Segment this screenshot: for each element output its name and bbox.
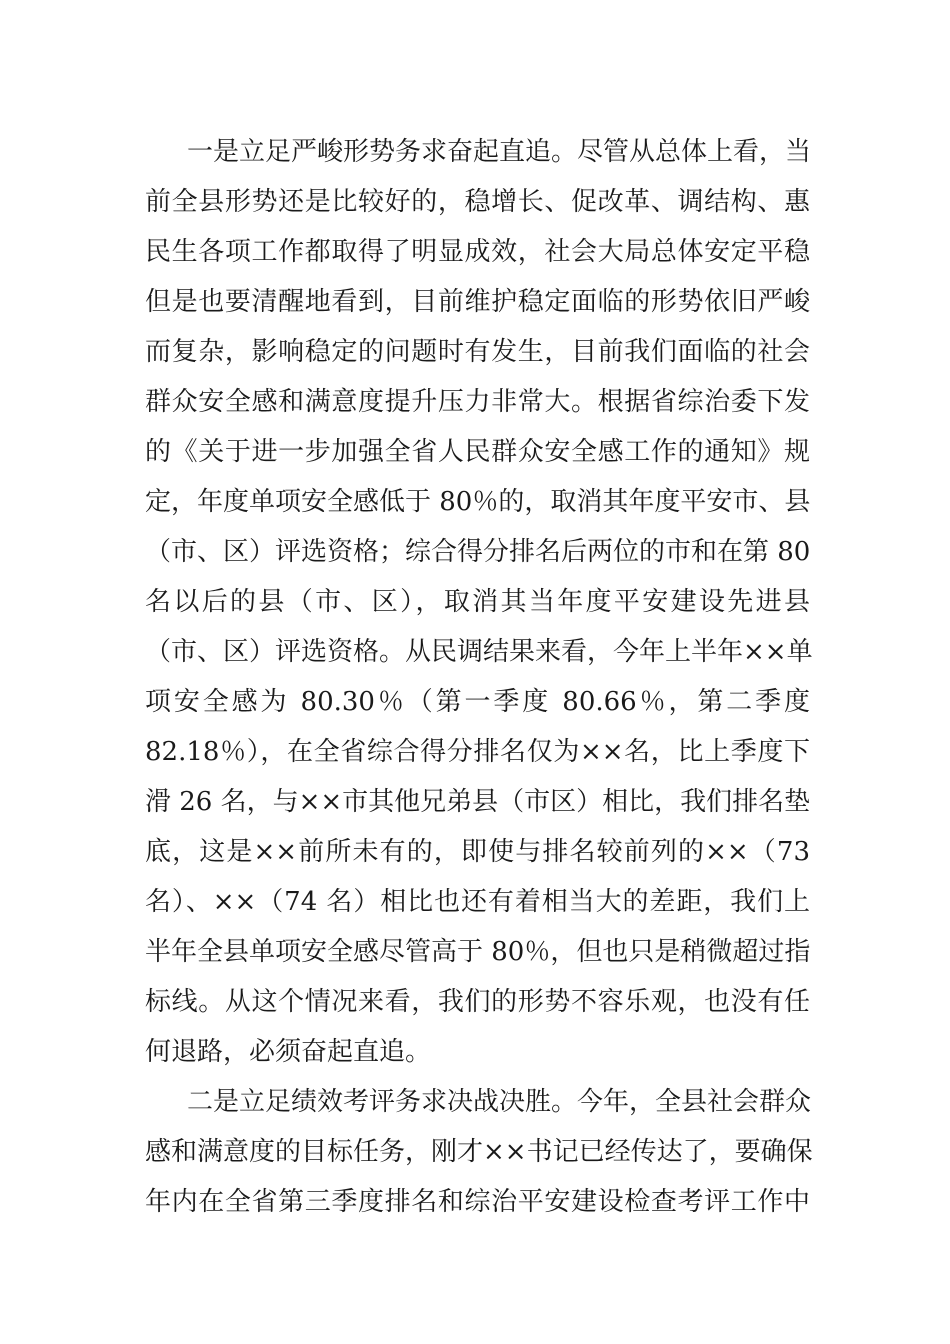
text-line: 的《关于进一步加强全省人民群众安全感工作的通知》规 — [145, 437, 810, 467]
text-line: 底，这是××前所未有的，即使与排名较前列的××（73 — [145, 837, 810, 867]
text-line: 项安全感为 80.30％（第一季度 80.66％，第二季度 — [145, 687, 810, 717]
text-line: 但是也要清醒地看到，目前维护稳定面临的形势依旧严峻 — [145, 287, 810, 317]
text-line: 名）、××（74 名）相比也还有着相当大的差距，我们上 — [145, 887, 810, 917]
text-line: 名以后的县（市、区），取消其当年度平安建设先进县 — [145, 587, 810, 617]
text-line: 二是立足绩效考评务求决战决胜。今年，全县社会群众 — [187, 1087, 812, 1117]
text-line: 82.18％），在全省综合得分排名仅为××名，比上季度下 — [145, 737, 810, 767]
text-line: 前全县形势还是比较好的，稳增长、促改革、调结构、惠 — [145, 187, 810, 217]
text-line: 感和满意度的目标任务，刚才××书记已经传达了，要确保 — [145, 1137, 813, 1167]
text-line: 而复杂，影响稳定的问题时有发生，目前我们面临的社会 — [145, 337, 810, 367]
text-line: 定，年度单项安全感低于 80％的，取消其年度平安市、县 — [145, 487, 811, 517]
text-line: 滑 26 名，与××市其他兄弟县（市区）相比，我们排名垫 — [145, 787, 811, 817]
text-line: 标线。从这个情况来看，我们的形势不容乐观，也没有任 — [145, 987, 810, 1017]
text-line: （市、区）评选资格；综合得分排名后两位的市和在第 80 — [145, 537, 811, 567]
text-line: 年内在全省第三季度排名和综治平安建设检查考评工作中 — [145, 1187, 810, 1217]
text-line: 一是立足严峻形势务求奋起直追。尽管从总体上看，当 — [187, 137, 812, 167]
text-line: 何退路，必须奋起直追。 — [145, 1037, 432, 1067]
text-line: 群众安全感和满意度提升压力非常大。根据省综治委下发 — [145, 387, 810, 417]
text-line: 民生各项工作都取得了明显成效，社会大局总体安定平稳 — [145, 237, 810, 267]
text-line: （市、区）评选资格。从民调结果来看，今年上半年××单 — [145, 637, 813, 667]
text-line: 半年全县单项安全感尽管高于 80％，但也只是稍微超过指 — [145, 937, 811, 967]
